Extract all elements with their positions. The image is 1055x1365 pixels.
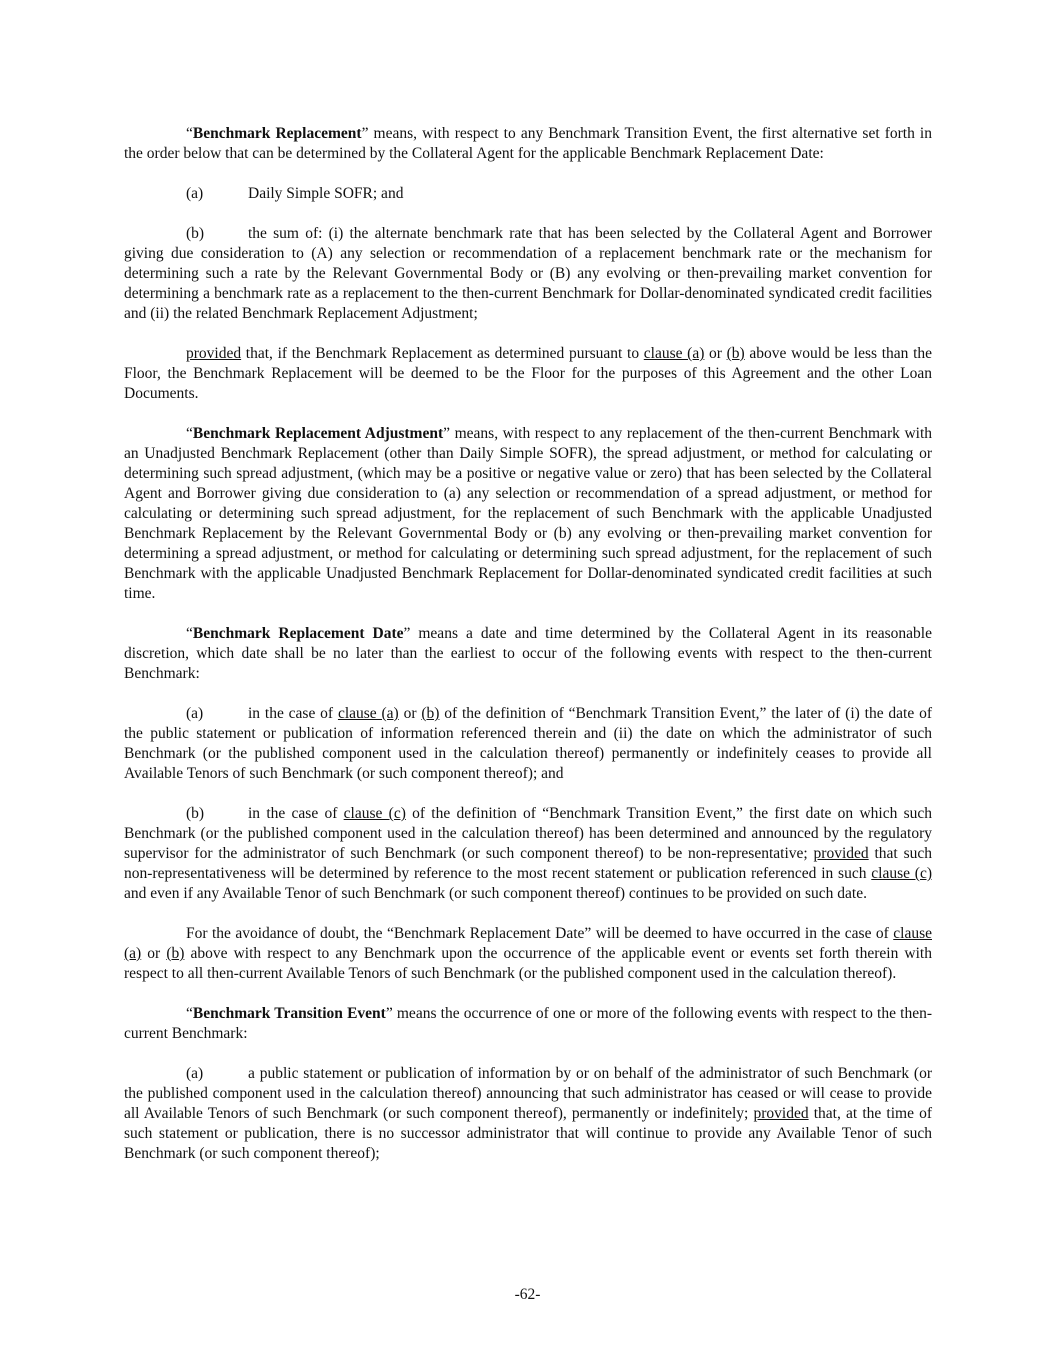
underlined-reference: clause (a) [643, 345, 705, 362]
underlined-reference: clause (c) [871, 865, 932, 882]
text-run: or [398, 705, 422, 722]
text-run: “ [186, 625, 193, 642]
underlined-reference: (b) [726, 345, 745, 362]
text-run: above would be less than the Floor, the Benchmark Replacement will be deemed to be the Floor for the purposes of this Agreement and the other Loan Documents. [124, 345, 933, 402]
text-run: For the avoidance of doubt, the “Benchmark Replacement Date” will be deemed to have occurred in the case of [186, 925, 894, 942]
text-run: ” means, with respect to any Benchmark Transition Event, the first alternative set forth in the order below that can be determined by the Collateral Agent for the applicable Benchmark Replacement Date: [124, 125, 932, 162]
text-run: ” means a date and time determined by the Collateral Agent in its reasonable discretion, which date shall be no later than the earliest to occur of the following events with respect to the then-current Benchmark: [124, 625, 932, 682]
benchmark-replacement-proviso [124, 344, 932, 404]
text-run: that such non-representativeness will be determined by reference to the most recent statement or publication referenced in such [124, 845, 932, 882]
definition-benchmark-transition-event [124, 1004, 932, 1044]
text-run: and even if any Available Tenor of such Benchmark (or such component thereof) continues to be provided on such date. [124, 885, 867, 902]
clause-label: (b) [186, 225, 205, 242]
clause-label: (a) [186, 705, 204, 722]
underlined-reference: clause (c) [343, 805, 406, 822]
clause-label: (a) [186, 185, 204, 202]
underlined-reference: provided [186, 345, 242, 362]
text-run: ” means the occurrence of one or more of the following events with respect to the then-current Benchmark: [124, 1005, 932, 1042]
text-run: Daily Simple SOFR; and [248, 185, 404, 202]
text-run: a public statement or publication of information by or on behalf of the administrator of such Benchmark (or the published component used in the calculation thereof) announcing that such administrator has ceased or will cease to provide all Available Tenors of such Benchmark (or such component thereof), permanently or indefinitely; [124, 1065, 932, 1122]
underlined-reference: clause (a) [124, 925, 932, 962]
text-run: the sum of: (i) the alternate benchmark rate that has been selected by the Collateral Agent and Borrower giving due consideration to (A) any selection or recommendation of a replacement benchmark rate or the mechanism for determining such a rate by the Relevant Governmental Body or (B) any evolving or then-prevailing market convention for determining a benchmark rate as a replacement to the then-current Benchmark for Dollar-denominated syndicated credit facilities and (ii) the related Benchmark Replacement Adjustment; [124, 225, 932, 322]
text-run: “ [186, 1005, 193, 1022]
replacement-date-clause-a [124, 704, 932, 784]
text-run: or [141, 945, 167, 962]
replacement-date-clause-b [124, 804, 932, 904]
text-run: that, if the Benchmark Replacement as determined pursuant to [241, 345, 644, 362]
underlined-reference: provided [753, 1105, 809, 1122]
text-run: in the case of [248, 805, 344, 822]
underlined-reference: (b) [166, 945, 185, 962]
underlined-reference: (b) [421, 705, 440, 722]
text-run: above with respect to any Benchmark upon the occurrence of the applicable event or events set forth therein with respect to all then-current Available Tenors of such Benchmark (or the published component used in the calculation thereof). [124, 945, 932, 982]
defined-term: Benchmark Replacement [192, 125, 362, 142]
underlined-reference: provided [813, 845, 869, 862]
text-run: of the definition of “Benchmark Transition Event,” the first date on which such Benchmark (or the published component used in the calculation thereof) has been determined and announced by the regulatory supervisor for the administrator of such Benchmark (or such component thereof) to be non-representative; [124, 805, 933, 862]
defined-term: Benchmark Transition Event [192, 1005, 386, 1022]
clause-label: (a) [186, 1065, 204, 1082]
text-run: that, at the time of such statement or publication, there is no successor administrator that will continue to provide any Available Tenor of such Benchmark (or such component thereof); [124, 1105, 933, 1162]
definition-benchmark-replacement [124, 124, 932, 164]
text-run: ” means, with respect to any replacement of the then-current Benchmark with an Unadjusted Benchmark Replacement (other than Daily Simple SOFR), the spread adjustment, or method for calculating or determining such spread adjustment, (which may be a positive or negative value or zero) that has been selected by the Collateral Agent and Borrower giving due consideration to (a) any selection or recommendation of a spread adjustment, or method for calculating or determining such spread adjustment, for the replacement of such Benchmark with the applicable Unadjusted Benchmark Replacement by the Relevant Governmental Body or (b) any evolving or then-prevailing market convention for determining a spread adjustment, or method for calculating or determining such spread adjustment, for the replacement of such Benchmark with the applicable Unadjusted Benchmark Replacement for Dollar-denominated syndicated credit facilities at such time. [124, 425, 932, 602]
defined-term: Benchmark Replacement Adjustment [192, 425, 444, 442]
definition-benchmark-replacement-adjustment [124, 424, 932, 604]
transition-event-clause-a [124, 1064, 932, 1164]
benchmark-replacement-clause-b [124, 224, 932, 324]
definition-benchmark-replacement-date [124, 624, 932, 684]
underlined-reference: clause (a) [337, 705, 399, 722]
text-run: “ [186, 125, 193, 142]
clause-label: (b) [186, 805, 205, 822]
document-body [124, 124, 932, 1184]
text-run: in the case of [248, 705, 338, 722]
text-run: “ [186, 425, 193, 442]
benchmark-replacement-clause-a [124, 184, 932, 204]
text-run: of the definition of “Benchmark Transition Event,” the later of (i) the date of the public statement or publication of information referenced therein and (ii) the date on which the administrator of such Benchmark (or the published component used in the calculation thereof) permanently or indefinitely ceases to provide all Available Tenors of such Benchmark (or such component thereof); and [124, 705, 932, 782]
defined-term: Benchmark Replacement Date [192, 625, 404, 642]
page-number: -62- [514, 1286, 541, 1303]
replacement-date-avoidance-of-doubt [124, 924, 932, 984]
text-run: or [704, 345, 727, 362]
